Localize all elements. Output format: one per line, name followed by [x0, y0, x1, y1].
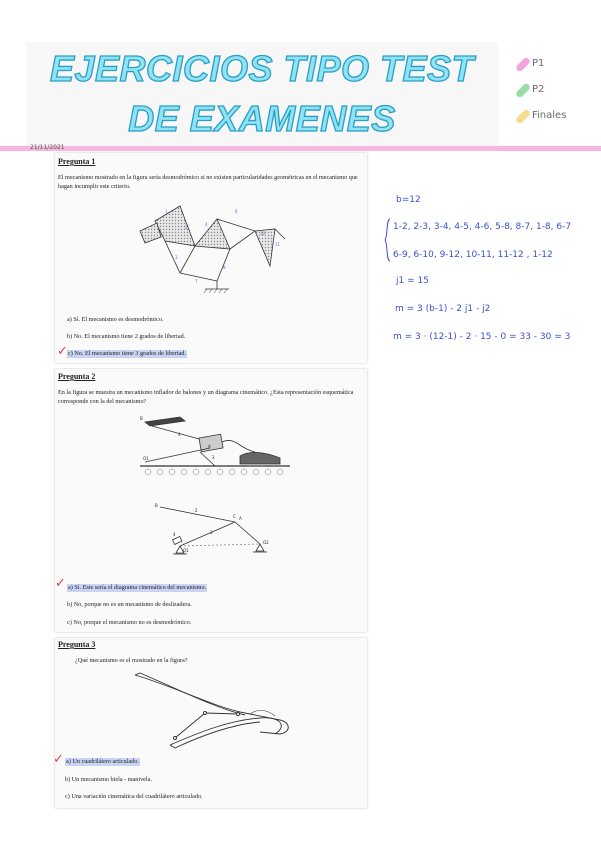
question-title: Pregunta 3 [58, 640, 96, 649]
svg-text:1: 1 [165, 209, 168, 214]
svg-text:O2: O2 [263, 540, 269, 545]
svg-text:11: 11 [275, 242, 281, 247]
title-banner [26, 42, 498, 148]
legend-label: P1 [532, 58, 545, 69]
option-a-highlighted: a) Un cuadrilátero articulado. [66, 758, 139, 765]
pliers-figure [130, 670, 300, 750]
svg-text:3: 3 [212, 455, 215, 460]
handwritten-note: m = 3 · (12-1) - 2 · 15 - 0 = 33 - 30 = 3 [393, 332, 571, 342]
legend-item-finales [512, 110, 600, 136]
option-c-highlighted: c) No. El mecanismo tiene 3 grados de libertad. [68, 350, 186, 357]
legend-label: Finales [532, 110, 567, 121]
checkmark-icon: ✓ [55, 576, 66, 591]
option-b: b) Un mecanismo biela - manivela. [65, 776, 152, 783]
legend-item-p1 [512, 58, 600, 84]
question-sheet-3 [55, 638, 367, 808]
ball-inflator-figure [140, 414, 290, 484]
mechanism-figure-1 [135, 201, 295, 296]
option-a: a) Sí. El mecanismo es desmodrómico. [67, 316, 164, 323]
option-a-highlighted: a) Sí. Este sería el diagrama cinemático del mecanismo. [68, 584, 207, 591]
svg-text:3: 3 [210, 530, 213, 535]
svg-text:O1: O1 [143, 456, 149, 461]
color-legend [512, 58, 600, 136]
question-title: Pregunta 2 [58, 372, 96, 381]
svg-text:8: 8 [223, 265, 226, 270]
handwritten-note: m = 3 (b-1) - 2 j1 - j2 [395, 304, 491, 314]
title-line-2: DE EXAMENES [128, 98, 396, 139]
handwritten-note: b=12 [396, 195, 421, 205]
svg-text:O1: O1 [183, 548, 189, 553]
svg-text:2: 2 [185, 225, 188, 230]
checkmark-icon: ✓ [57, 344, 68, 359]
svg-text:A: A [239, 516, 242, 521]
question-title: Pregunta 1 [58, 157, 96, 166]
svg-text:10: 10 [260, 231, 266, 236]
kinematic-diagram [155, 504, 295, 564]
question-text: ¿Qué mecanismo es el mostrado en la figura? [75, 657, 188, 664]
svg-text:7: 7 [195, 279, 198, 284]
question-sheet-2 [55, 369, 367, 632]
handwritten-note: 6-9, 6-10, 9-12, 10-11, 11-12 , 1-12 [393, 250, 553, 260]
handwritten-note: 1-2, 2-3, 3-4, 4-5, 4-6, 5-8, 8-7, 1-8, 6-7 [393, 222, 572, 232]
svg-text:B: B [140, 416, 143, 421]
question-text: El mecanismo mostrado en la figura sería desmodrómico si no existen particularidades geométricas en el mecanismo que hagan incumplir este criterio. [58, 174, 358, 190]
question-text: En la figura se muestra un mecanismo inflador de balones y un diagrama cinemático. ¿Esta representación esquemática corresponde con la del mecanismo? [58, 389, 354, 405]
legend-item-p2 [512, 84, 600, 110]
svg-text:4: 4 [178, 432, 181, 437]
option-c: c) Una variación cinemática del cuadrilátero articulado. [65, 793, 203, 800]
legend-label: P2 [532, 84, 545, 95]
svg-text:2: 2 [195, 508, 198, 513]
svg-text:3: 3 [175, 255, 178, 260]
note-date: 21/11/2021 [30, 144, 65, 151]
svg-text:B: B [155, 503, 158, 508]
checkmark-icon: ✓ [53, 752, 64, 767]
handwritten-note: j1 = 15 [396, 276, 429, 286]
svg-text:4: 4 [205, 222, 208, 227]
svg-text:C: C [233, 514, 236, 519]
svg-text:4: 4 [173, 532, 176, 537]
option-c: c) No, porque el mecanismo no es desmodrómico. [67, 619, 192, 626]
yellow-highlighter-icon [515, 108, 531, 124]
brace-icon [384, 218, 392, 262]
pink-highlighter-icon [515, 56, 531, 72]
svg-text:A: A [208, 444, 211, 449]
divider-bar [0, 146, 601, 151]
svg-text:6: 6 [235, 209, 238, 214]
question-sheet-1 [55, 153, 367, 363]
title-line-1: EJERCICIOS TIPO TEST [49, 48, 475, 89]
option-b: b) No, porque no es un mecanismo de deslizadera. [67, 601, 192, 608]
green-highlighter-icon [515, 82, 531, 98]
option-b: b) No. El mecanismo tiene 2 grados de libertad. [67, 333, 186, 340]
